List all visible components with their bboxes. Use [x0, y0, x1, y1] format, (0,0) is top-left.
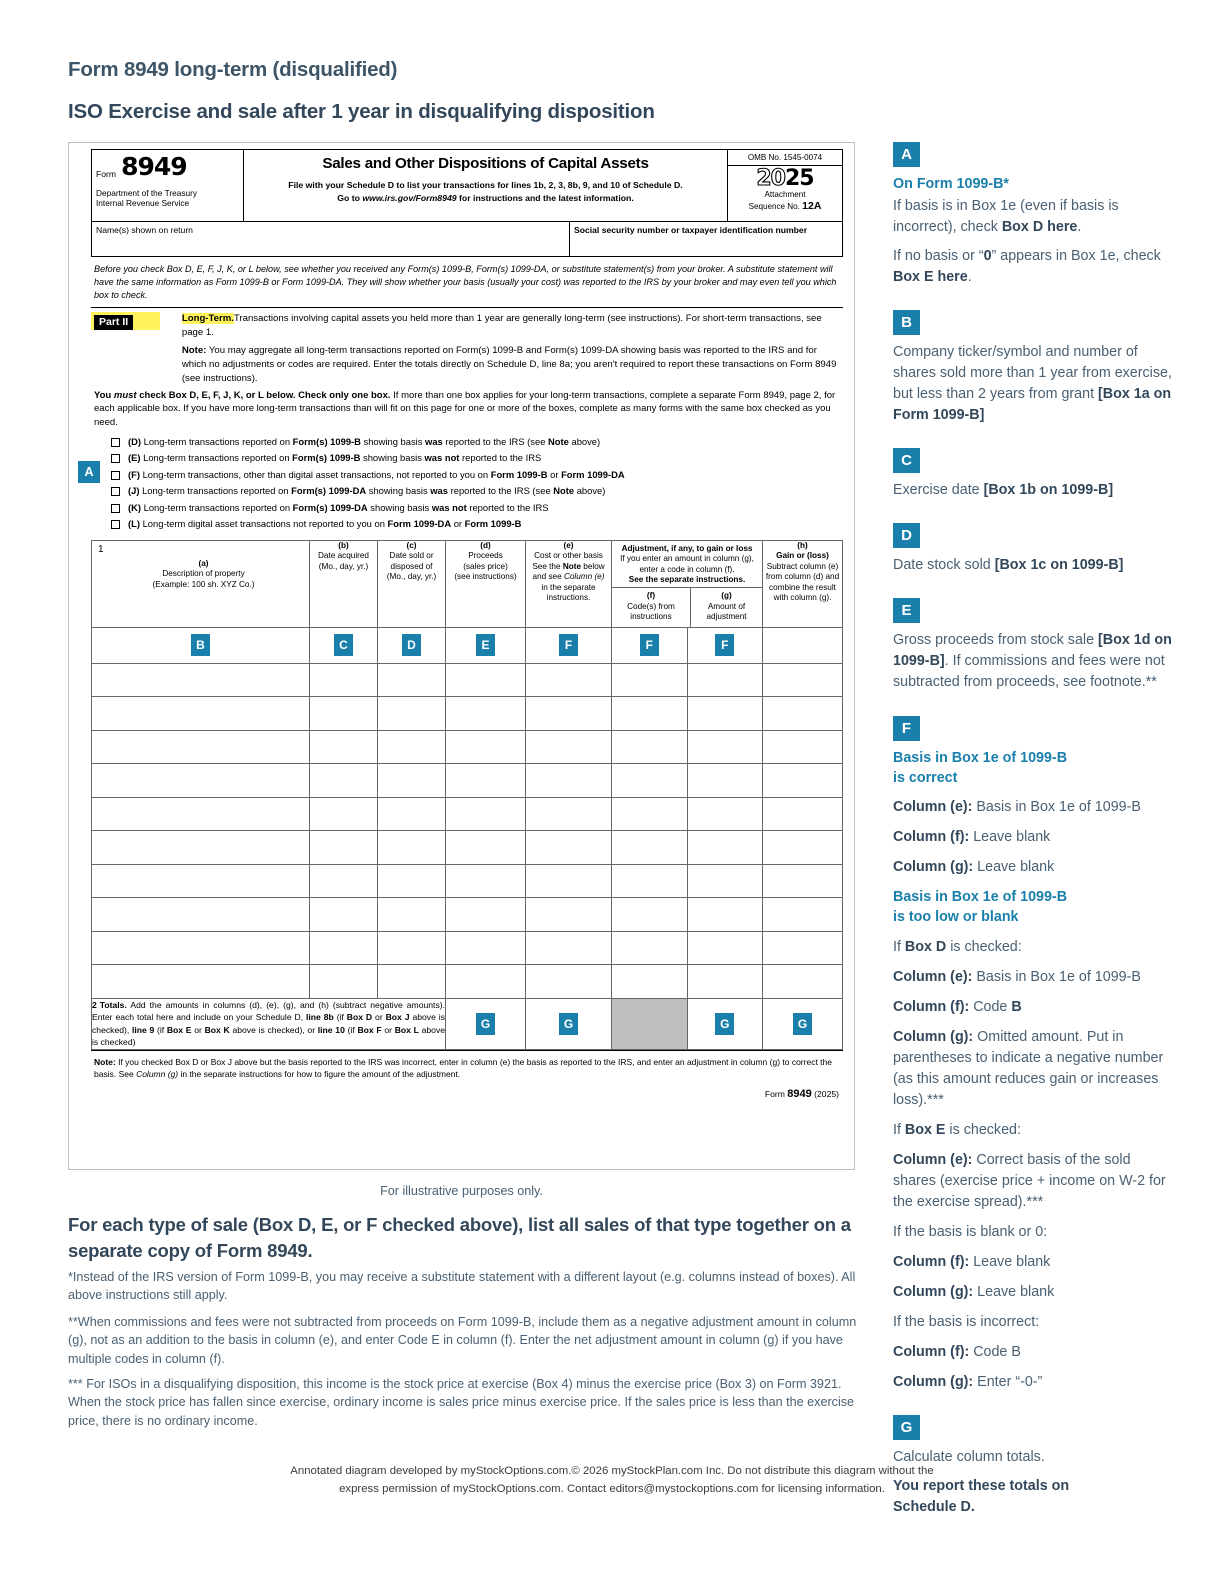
checkbox-label-k: (K) Long-term transactions reported on Form(s) 1099-DA showing basis was not reported to the IRS — [128, 501, 549, 513]
annotation-marker-a: A — [78, 461, 100, 483]
cell-h[interactable] — [763, 898, 843, 932]
cell-e[interactable] — [526, 797, 612, 831]
cell-d[interactable] — [446, 965, 526, 999]
checkbox-l[interactable] — [111, 520, 120, 529]
cell-f[interactable] — [612, 764, 688, 798]
cell-a[interactable] — [92, 898, 310, 932]
cell-b-1[interactable] — [310, 627, 378, 663]
annotation-f-col-f-4: Column (f): Code B — [893, 1343, 1021, 1360]
cell-d[interactable] — [446, 697, 526, 731]
cell-e[interactable] — [526, 864, 612, 898]
spacer — [893, 703, 1173, 716]
cell-d[interactable] — [446, 931, 526, 965]
cell-b[interactable] — [310, 697, 378, 731]
cell-g[interactable] — [687, 931, 763, 965]
cell-f[interactable] — [612, 663, 688, 697]
form-number: 8949 — [121, 152, 187, 181]
spacer — [893, 510, 1173, 523]
cell-c[interactable] — [378, 898, 446, 932]
cell-g[interactable] — [687, 663, 763, 697]
annotation-f-col-e-3: Column (e): Correct basis of the sold shares (exercise price + income on W-2 for the exercise spread).*** — [893, 1151, 1166, 1210]
annotation-f-cond-1: If Box D is checked: — [893, 938, 1022, 955]
checkbox-j[interactable] — [111, 487, 120, 496]
cell-c[interactable] — [378, 697, 446, 731]
footnote-1: *Instead of the IRS version of Form 1099-B, you may receive a substitute statement with a different layout (e.g. columns instead of boxes). All above instructions still apply. — [68, 1270, 856, 1303]
table-row[interactable] — [92, 730, 843, 764]
spacer — [893, 1402, 1173, 1415]
annotation-badge-d: D — [893, 523, 920, 548]
annotation-block-e — [893, 598, 1173, 693]
cell-e[interactable] — [526, 663, 612, 697]
cell-a[interactable] — [92, 965, 310, 999]
annotation-a-heading: On Form 1099-B* — [893, 176, 1009, 192]
omb-cell — [728, 150, 842, 221]
table-row[interactable] — [92, 697, 843, 731]
annotation-marker-e: E — [476, 634, 495, 656]
box-checkbox-list — [91, 434, 843, 533]
adjustment-header: Adjustment, if any, to gain or loss If you enter an amount in column (g), enter a code in column (f). See the separate instructions. — [612, 541, 762, 589]
cell-e-1[interactable] — [526, 627, 612, 663]
annotation-f-col-e-2: Column (e): Basis in Box 1e of 1099-B — [893, 968, 1141, 985]
annotation-a-p1: If basis is in Box 1e (even if basis is incorrect), check Box D here. — [893, 198, 1119, 236]
checkbox-label-d: (D) Long-term transactions reported on Form(s) 1099-B showing basis was reported to the IRS (see Note above) — [128, 435, 601, 447]
name-ssn-row — [91, 221, 843, 257]
omb-number: OMB No. 1545-0074 — [728, 153, 842, 166]
cell-a[interactable] — [92, 931, 310, 965]
annotation-marker-g4: G — [793, 1013, 812, 1035]
cell-c[interactable] — [378, 864, 446, 898]
form-title-cell — [244, 150, 728, 221]
table-row[interactable] — [92, 663, 843, 697]
spacer — [893, 435, 1173, 448]
table-row[interactable] — [92, 797, 843, 831]
cell-c[interactable] — [378, 931, 446, 965]
annotation-f-sub1: Basis in Box 1e of 1099-B is correct — [893, 749, 1068, 786]
cell-g[interactable] — [687, 697, 763, 731]
totals-line-number: 2 — [92, 999, 97, 1010]
totals-cell-f-shaded — [612, 998, 688, 1049]
cell-c[interactable] — [378, 764, 446, 798]
annotation-marker-g2: G — [559, 1013, 578, 1035]
annotation-g-p2: You report these totals on Schedule D. — [893, 1478, 1070, 1516]
part-ii-body — [160, 312, 843, 386]
cell-b[interactable] — [310, 864, 378, 898]
annotation-marker-g3: G — [715, 1013, 734, 1035]
cell-b[interactable] — [310, 663, 378, 697]
form-identity-cell — [92, 150, 244, 221]
part-ii-row — [91, 308, 843, 386]
checkbox-row-j[interactable] — [111, 483, 843, 500]
col-c-header: (c) Date sold or disposed of (Mo., day, yr.) — [378, 540, 446, 627]
totals-cell-h[interactable] — [763, 998, 843, 1049]
totals-cell-d[interactable] — [446, 998, 526, 1049]
page-title: Form 8949 long-term (disqualified) — [68, 58, 398, 81]
checkbox-row-f[interactable] — [111, 467, 843, 484]
totals-instruction-cell: 2 Totals. Add the amounts in columns (d), (e), (g), and (h) (subtract negative amounts). Enter each total here and include on your Schedule D, line 8b (if Box D or Box J above is checked), line 9 (if Box E or Box K above is checked), or line 10 (if Box F or Box L above is checked) — [92, 999, 446, 1048]
annotation-b-p1: Company ticker/symbol and number of shares sold more than 1 year from exercise, but less than 2 years from grant [Box 1a on Form 1099-B] — [893, 344, 1172, 424]
cell-e[interactable] — [526, 931, 612, 965]
cell-h[interactable] — [763, 797, 843, 831]
checkbox-row-l[interactable] — [111, 516, 843, 533]
cell-a[interactable] — [92, 764, 310, 798]
page-subtitle: ISO Exercise and sale after 1 year in disqualifying disposition — [68, 100, 655, 123]
checkbox-label-e: (E) Long-term transactions reported on Form(s) 1099-B showing basis was not reported to the IRS — [128, 452, 542, 464]
annotation-badge-c: C — [893, 448, 920, 473]
annotation-f-col-f-2: Column (f): Code B — [893, 998, 1022, 1015]
cell-e[interactable] — [526, 730, 612, 764]
totals-row — [92, 998, 843, 1049]
spacer — [893, 297, 1173, 310]
annotation-marker-f1: F — [559, 634, 578, 656]
col-d-header: (d) Proceeds (sales price) (see instructions) — [446, 540, 526, 627]
annotation-block-a — [893, 142, 1173, 288]
totals-cell-g[interactable] — [687, 998, 763, 1049]
cell-h[interactable] — [763, 831, 843, 865]
annotation-f-col-g-2: Column (g): Omitted amount. Put in parentheses to indicate a negative number (as this amount reduces gain or increases loss).*** — [893, 1028, 1164, 1108]
cell-d[interactable] — [446, 797, 526, 831]
cell-h[interactable] — [763, 663, 843, 697]
cell-h-1[interactable] — [763, 627, 843, 663]
cell-a[interactable] — [92, 831, 310, 865]
part-ii-heading: Long-Term. — [181, 312, 234, 324]
col-f-header: (f) Code(s) from instructions — [612, 588, 691, 627]
checkbox-row-e[interactable] — [111, 450, 843, 467]
cell-g-1[interactable] — [687, 627, 763, 663]
col-g-header: (g) Amount of adjustment — [706, 591, 747, 622]
cell-b[interactable] — [310, 931, 378, 965]
cell-f[interactable] — [612, 730, 688, 764]
col-e-header: (e) Cost or other basis See the Note below and see Column (e) in the separate instructions. — [526, 540, 612, 627]
cell-g[interactable] — [687, 898, 763, 932]
annotation-marker-g1: G — [476, 1013, 495, 1035]
cell-f-1[interactable] — [612, 627, 688, 663]
attachment-sequence: Attachment Sequence No. 12A — [748, 190, 822, 212]
illustrative-note: For illustrative purposes only. — [380, 1184, 543, 1198]
form-footer: Form 8949 (2025) — [764, 1087, 839, 1100]
cell-g[interactable] — [687, 965, 763, 999]
annotation-badge-e: E — [893, 598, 920, 623]
cell-g[interactable] — [687, 864, 763, 898]
annotation-marker-f3: F — [715, 634, 734, 656]
cell-f[interactable] — [612, 898, 688, 932]
part-ii-note: Note: You may aggregate all long-term transactions reported on Form(s) 1099-B and Form(s) 1099-DA showing basis was reported to the IRS and for which no adjustments or codes are required. Enter the totals directly on Schedule D, line 8a; you aren't required to report these transactions on Form 8949 (see instructions). — [181, 345, 837, 384]
table-row[interactable] — [92, 764, 843, 798]
annotation-d-p1: Date stock sold [Box 1c on 1099-B] — [893, 557, 1124, 574]
cell-e[interactable] — [526, 898, 612, 932]
table-row[interactable] — [92, 831, 843, 865]
col-h-header: (h) Gain or (loss) Subtract column (e) from column (d) and combine the result with column (g). — [763, 540, 843, 627]
annotation-marker-d: D — [402, 634, 421, 656]
cell-d[interactable] — [446, 730, 526, 764]
cell-a[interactable] — [92, 797, 310, 831]
totals-label: Totals. — [99, 999, 127, 1010]
bottom-note-label: Note: — [94, 1056, 116, 1067]
form-subtitle: File with your Schedule D to list your transactions for lines 1b, 2, 3, 8b, 9, and 10 of Schedule D. Go to www.irs.gov/Form8949 for instructions and the latest information. — [288, 180, 683, 203]
checkbox-row-d[interactable] — [111, 434, 843, 451]
cell-g[interactable] — [687, 730, 763, 764]
cell-c-1[interactable] — [378, 627, 446, 663]
cell-d-1[interactable] — [446, 627, 526, 663]
checkbox-d[interactable] — [111, 438, 120, 447]
table-row[interactable] — [92, 864, 843, 898]
cell-c[interactable] — [378, 831, 446, 865]
annotation-marker-b: B — [191, 634, 210, 656]
cell-a[interactable] — [92, 663, 310, 697]
cell-b[interactable] — [310, 797, 378, 831]
cell-f[interactable] — [612, 831, 688, 865]
irs-url[interactable]: www.irs.gov/Form8949 — [362, 192, 457, 203]
cell-c[interactable] — [378, 965, 446, 999]
form-header-band — [91, 149, 843, 221]
annotation-badge-g: G — [893, 1415, 920, 1440]
totals-cell-e[interactable] — [526, 998, 612, 1049]
cell-h[interactable] — [763, 965, 843, 999]
checkbox-label-f: (F) Long-term transactions, other than digital asset transactions, not reported to you on Form 1099-B or Form 1099-DA — [128, 468, 625, 480]
annotation-f-cond-3: If the basis is blank or 0: — [893, 1223, 1048, 1240]
part-ii-paragraph: Long-Term.Transactions involving capital assets you held more than 1 year are generally long-term (see instructions). For short-term transactions, see page 1. — [181, 312, 822, 338]
annotation-f-sub2: Basis in Box 1e of 1099-B is too low or blank — [893, 889, 1068, 926]
form-footer-number: 8949 — [787, 1087, 812, 1100]
cell-h[interactable] — [763, 730, 843, 764]
annotation-c-p1: Exercise date [Box 1b on 1099-B] — [893, 482, 1114, 499]
annotation-badge-f: F — [893, 716, 920, 741]
tax-year: 2025 — [756, 166, 814, 191]
cell-d[interactable] — [446, 864, 526, 898]
cell-f[interactable] — [612, 697, 688, 731]
cell-h[interactable] — [763, 864, 843, 898]
annotation-marker-f2: F — [640, 634, 659, 656]
table-row[interactable] — [92, 931, 843, 965]
checkbox-k[interactable] — [111, 504, 120, 513]
bottom-callout: For each type of sale (Box D, E, or F checked above), list all sales of that type together on a separate copy of Form 8949. — [68, 1214, 851, 1262]
cell-a[interactable] — [92, 864, 310, 898]
annotation-f-cond-2: If Box E is checked: — [893, 1121, 1021, 1138]
table-row[interactable] — [92, 898, 843, 932]
footnote-2: **When commissions and fees were not subtracted from proceeds on Form 1099-B, include them as a negative adjustment amount in column (g), not as an addition to the basis in column (e), and enter Code E in column (f). Enter the net adjustment amount in column (g) if you have multiple codes in column (f). — [68, 1315, 857, 1366]
cell-h[interactable] — [763, 931, 843, 965]
checkbox-label-l: (L) Long-term digital asset transactions not reported to you on Form 1099-DA or Form 1099-B — [128, 518, 522, 530]
table-row[interactable] — [92, 627, 843, 663]
cell-c[interactable] — [378, 663, 446, 697]
cell-g[interactable] — [687, 831, 763, 865]
note-label: Note: — [181, 345, 207, 357]
cell-b[interactable] — [310, 730, 378, 764]
form-footer-year: (2025) — [814, 1088, 839, 1099]
form-bottom-note: Note: If you checked Box D or Box J above but the basis reported to the IRS was incorrect, enter in column (e) the basis as reported to the IRS, and enter an adjustment in column (g) to correct the basis. See Column (g) in the separate instructions for how to figure the amount of the adjustment. — [91, 1050, 843, 1080]
cell-e[interactable] — [526, 764, 612, 798]
annotation-f-cond-4: If the basis is incorrect: — [893, 1313, 1040, 1330]
checkbox-f[interactable] — [111, 471, 120, 480]
annotation-block-b — [893, 310, 1173, 426]
annotation-badge-b: B — [893, 310, 920, 335]
cell-f[interactable] — [612, 797, 688, 831]
cell-e[interactable] — [526, 831, 612, 865]
cell-h[interactable] — [763, 697, 843, 731]
annotation-f-col-g-4: Column (g): Enter “-0-” — [893, 1373, 1043, 1390]
spacer — [893, 585, 1173, 598]
col-b-header: (b) Date acquired (Mo., day, yr.) — [310, 540, 378, 627]
cell-a[interactable] — [92, 730, 310, 764]
annotation-e-p1: Gross proceeds from stock sale [Box 1d on 1099-B]. If commissions and fees were not subtracted from proceeds, see footnote.** — [893, 632, 1172, 691]
cell-f[interactable] — [612, 864, 688, 898]
table-header-row — [92, 540, 843, 627]
cell-a-1[interactable] — [92, 627, 310, 663]
annotation-block-f — [893, 716, 1173, 1394]
cell-b[interactable] — [310, 898, 378, 932]
department-label: Department of the Treasury Internal Revenue Service — [96, 187, 197, 208]
cell-d[interactable] — [446, 831, 526, 865]
must-check-text: You must check Box D, E, F, J, K, or L below. Check only one box. If more than one box applies for your long-term transactions, complete a separate Form 8949, page 2, for each applicable box. If you have more long-term transactions than will fit on this page for one or more of the boxes, complete as many forms with the same box checked as you need. — [94, 389, 836, 429]
checkbox-label-j: (J) Long-term transactions reported on Form(s) 1099-DA showing basis was reported to the IRS (see Note above) — [128, 485, 606, 497]
annotation-g-p1: Calculate column totals. — [893, 1449, 1045, 1465]
form-8949-container — [68, 142, 855, 1170]
annotation-f-col-f-3: Column (f): Leave blank — [893, 1253, 1051, 1270]
cell-h[interactable] — [763, 764, 843, 798]
cell-g[interactable] — [687, 797, 763, 831]
annotation-f-col-g-3: Column (g): Leave blank — [893, 1283, 1055, 1300]
annotation-f-col-e-1: Column (e): Basis in Box 1e of 1099-B — [893, 799, 1141, 816]
cell-c[interactable] — [378, 797, 446, 831]
annotation-badge-a: A — [893, 142, 920, 167]
cell-c[interactable] — [378, 730, 446, 764]
cell-f[interactable] — [612, 931, 688, 965]
transactions-table — [91, 540, 843, 1050]
cell-b[interactable] — [310, 764, 378, 798]
annotation-marker-c: C — [334, 634, 353, 656]
cell-b[interactable] — [310, 965, 378, 999]
cell-e[interactable] — [526, 697, 612, 731]
part-ii-highlight — [91, 312, 160, 330]
before-you-check-text: Before you check Box D, E, F, J, K, or L below, see whether you received any Form(s) 1099-B, Form(s) 1099-DA, or substitute statement(s) from your broker. A substitute statement will have the same information as Form 1099-B or Form 1099-DA. They will show whether your basis (usually your cost) was reported to the IRS by your broker and may even tell you which box to check. — [91, 257, 843, 308]
cell-d[interactable] — [446, 764, 526, 798]
annotation-f-col-g-1: Column (g): Leave blank — [893, 859, 1055, 876]
name-field[interactable]: Name(s) shown on return — [92, 222, 570, 256]
cell-g[interactable] — [687, 764, 763, 798]
ssn-field[interactable]: Social security number or taxpayer identification number — [574, 225, 808, 235]
cell-b[interactable] — [310, 831, 378, 865]
col-fg-header — [612, 540, 763, 627]
cell-e[interactable] — [526, 965, 612, 999]
checkbox-row-k[interactable] — [111, 500, 843, 517]
copyright-credit: Annotated diagram developed by myStockOptions.com.© 2026 myStockPlan.com Inc. Do not distribute this diagram without the express permission of myStockOptions.com. Contact editors@mystockoptions.com for licensing information. — [290, 1465, 934, 1495]
annotation-f-col-f-1: Column (f): Leave blank — [893, 829, 1051, 846]
annotation-block-c — [893, 448, 1173, 501]
table-row[interactable] — [92, 965, 843, 999]
annotation-a-p2: If no basis or “0” appears in Box 1e, check Box E here. — [893, 248, 1161, 286]
footnote-3: *** For ISOs in a disqualifying disposition, this income is the stock price at exercise (Box 4) minus the exercise price (Box 3) on Form 3921. When the stock price has fallen since exercise, ordinary income is sales price minus exercise price. If the sales price is less than the exercise price, there is no ordinary income. — [68, 1377, 855, 1428]
part-ii-tag: Part II — [94, 315, 133, 330]
col-a-header: 1 (a) Description of property (Example: 100 sh. XYZ Co.) — [92, 540, 310, 627]
checkbox-e[interactable] — [111, 454, 120, 463]
annotation-block-d — [893, 523, 1173, 576]
cell-d[interactable] — [446, 663, 526, 697]
cell-f[interactable] — [612, 965, 688, 999]
form-title: Sales and Other Dispositions of Capital Assets — [322, 155, 649, 172]
form-word-label: Form — [96, 168, 117, 179]
cell-d[interactable] — [446, 898, 526, 932]
cell-a[interactable] — [92, 697, 310, 731]
annotation-sidebar — [893, 142, 1173, 1527]
